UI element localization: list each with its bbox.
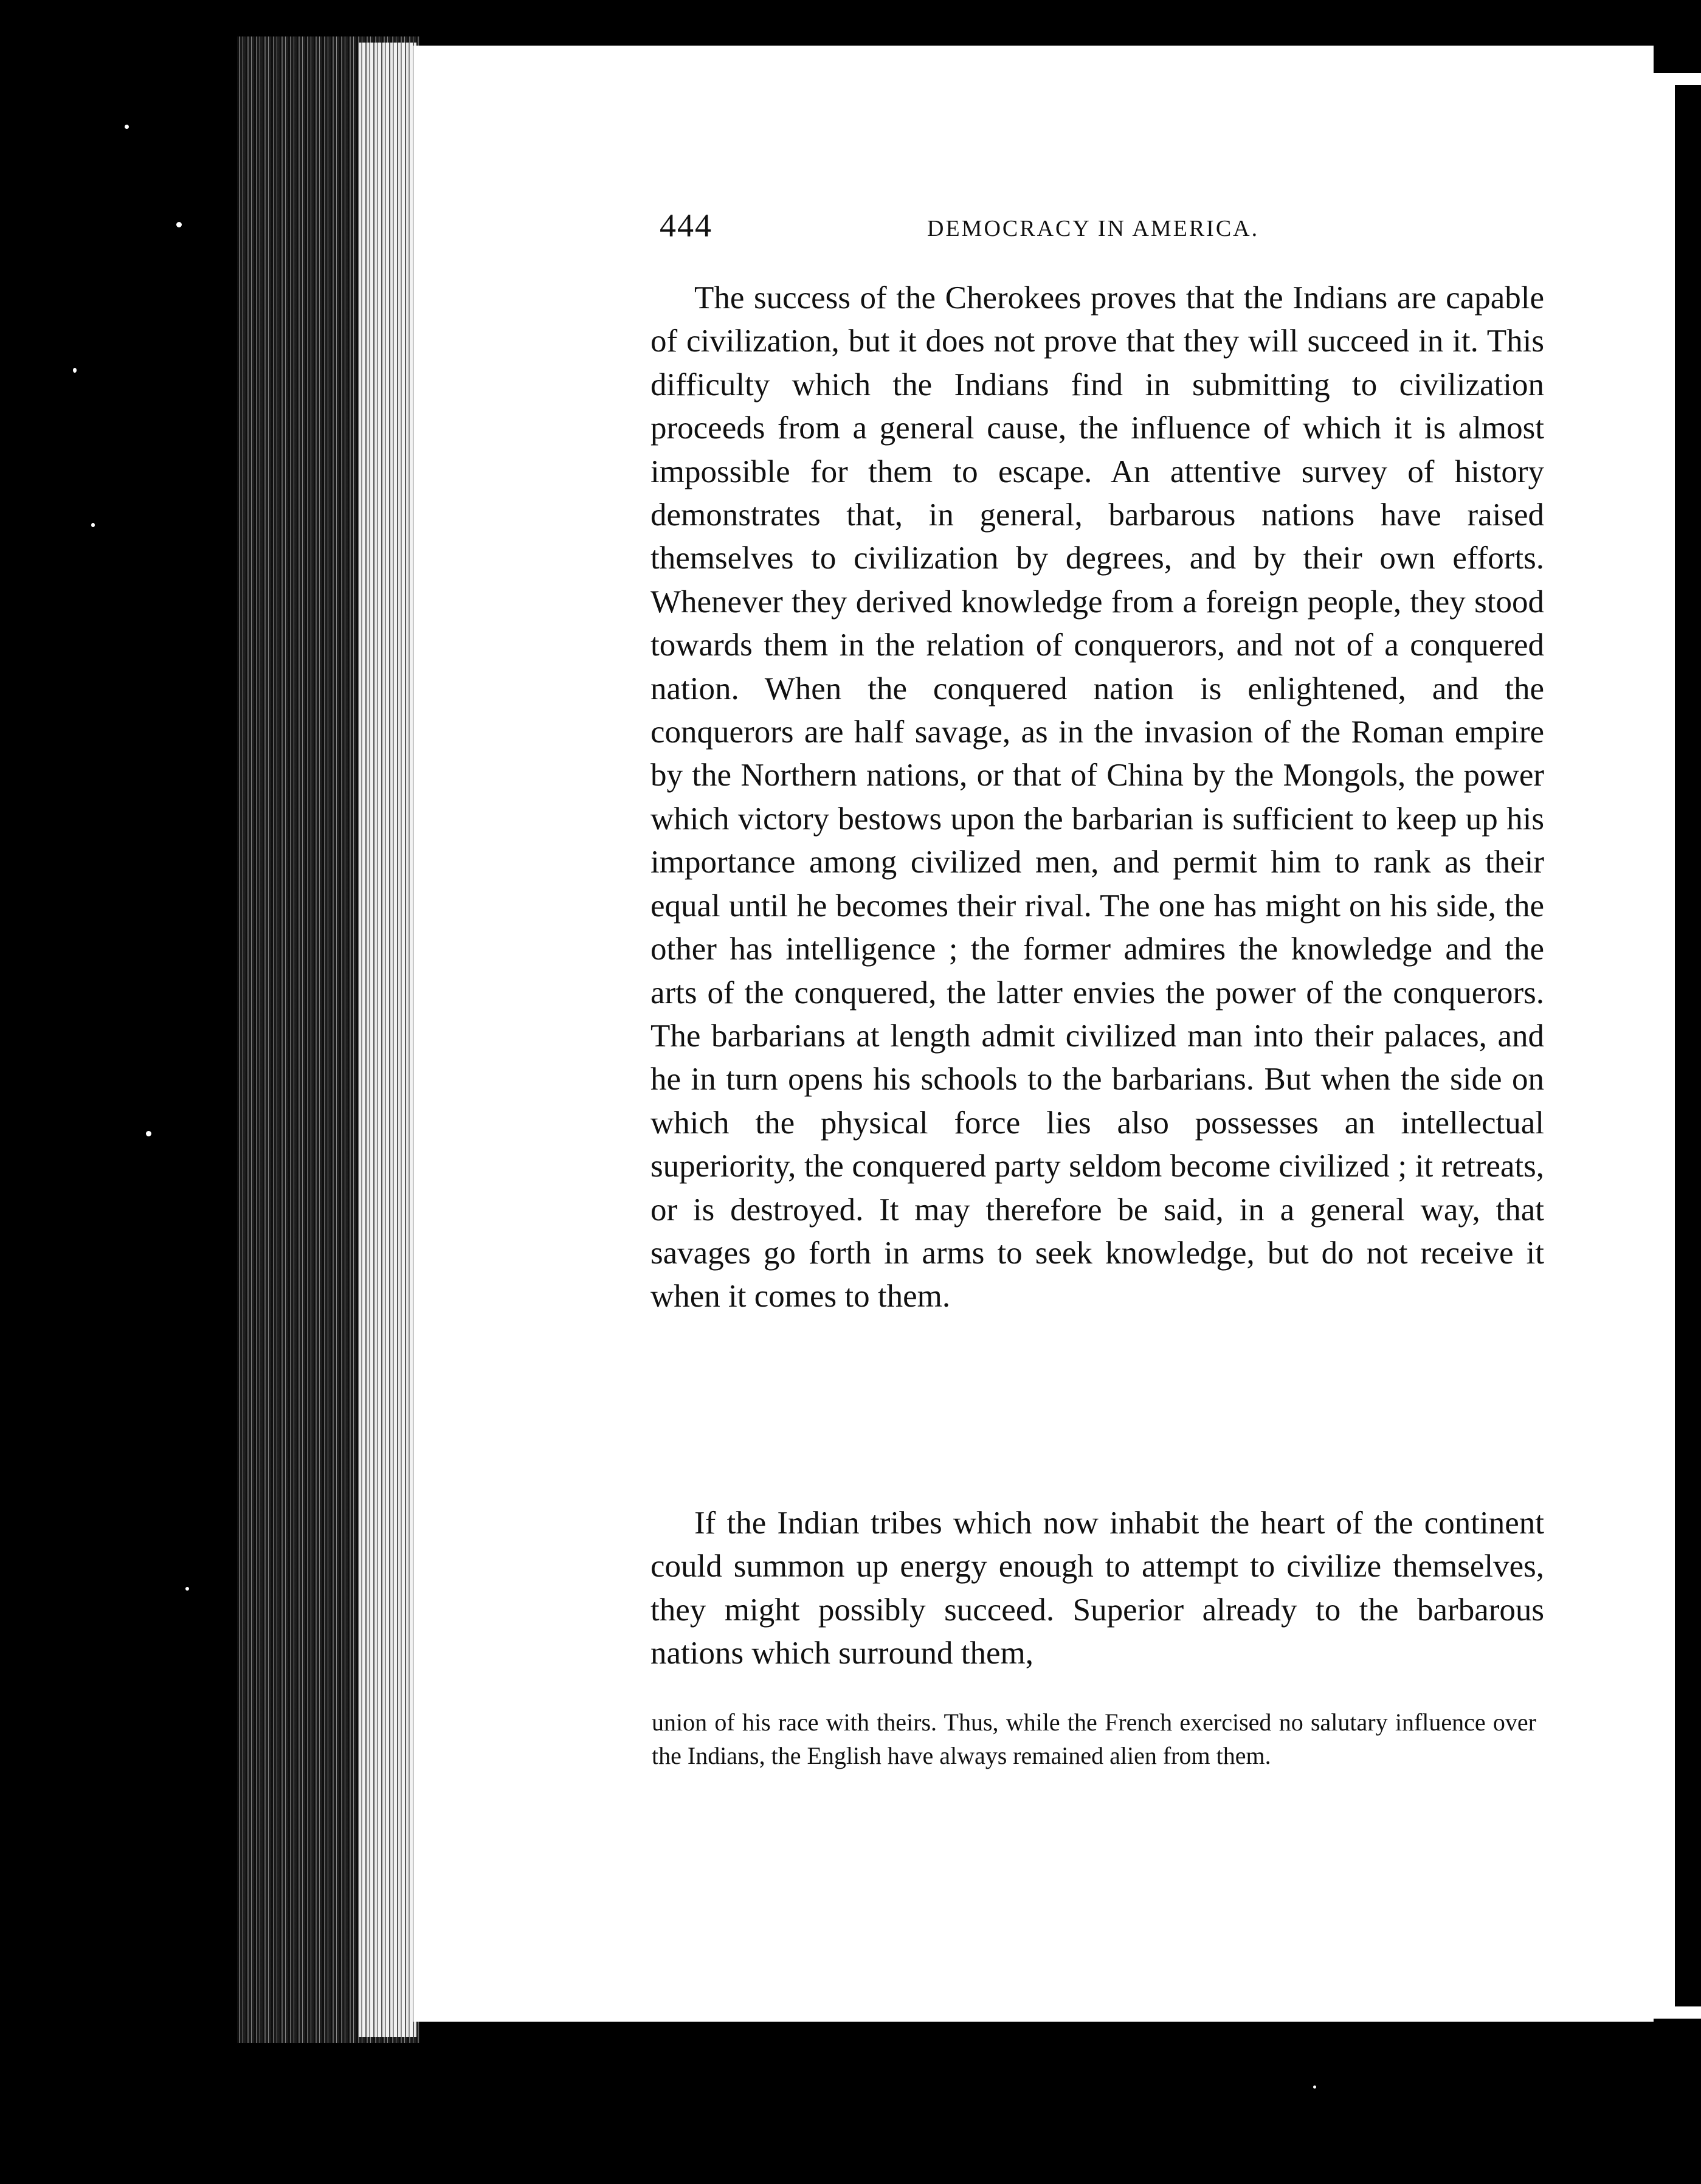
dust-speck (73, 368, 77, 373)
page-header (660, 207, 1286, 261)
body-paragraph-2: If the Indian tribes which now inhabit the heart of the continent could summon up energy enough to attempt to civilize themselves, they might possibly succeed. Superior already to the barbarous nations which surround them, (650, 1505, 1544, 1671)
running-head: DEMOCRACY IN AMERICA. (927, 216, 1260, 241)
page-number: 444 (660, 207, 712, 244)
dust-speck (91, 523, 95, 527)
dust-speck (176, 222, 182, 227)
dust-speck (1313, 2086, 1316, 2089)
body-paragraph-1: The success of the Cherokees proves that the Indians are capable of civilization, but it does not prove that they will succeed in it. This difficulty which the Indians find in submitting to civilization proceeds from a general cause, the influence of which it is almost impossible for them to escape. An attentive survey of history demonstrates that, in general, barbarous nations have raised themselves to civilization by degrees, and by their own efforts. Whenever they derived knowledge from a foreign people, they stood towards them in the relation of conquerors, and not of a conquered nation. When the conquered nation is enlightened, and the conquerors are half savage, as in the invasion of the Roman empire by the Northern nations, or that of China by the Mongols, the power which victory bestows upon the barbarian is sufficient to keep up his importance among civilized men, and permit him to rank as their equal until he becomes their rival. The one has might on his side, the other has intelligence ; the former admires the knowledge and the arts of the conquered, the latter envies the power of the conquerors. The barbarians at length admit civilized man into their palaces, and he in turn opens his schools to the barbarians. But when the side on which the physical force lies also possesses an intellectual superiority, the conquered party seldom become civilized ; it retreats, or is destroyed. It may therefore be said, in a general way, that savages go forth in arms to seek knowledge, but do not receive it when it comes to them. (650, 280, 1544, 1315)
dust-speck (146, 1131, 151, 1136)
footnote: union of his race with theirs. Thus, while the French exercised no salutary influence over the Indians, the English have always remained alien from them. (652, 1709, 1536, 1769)
page-edges-light (359, 43, 416, 2037)
facing-page-gutter (1675, 85, 1701, 2006)
dust-speck (185, 1587, 189, 1591)
dust-speck (125, 125, 129, 129)
